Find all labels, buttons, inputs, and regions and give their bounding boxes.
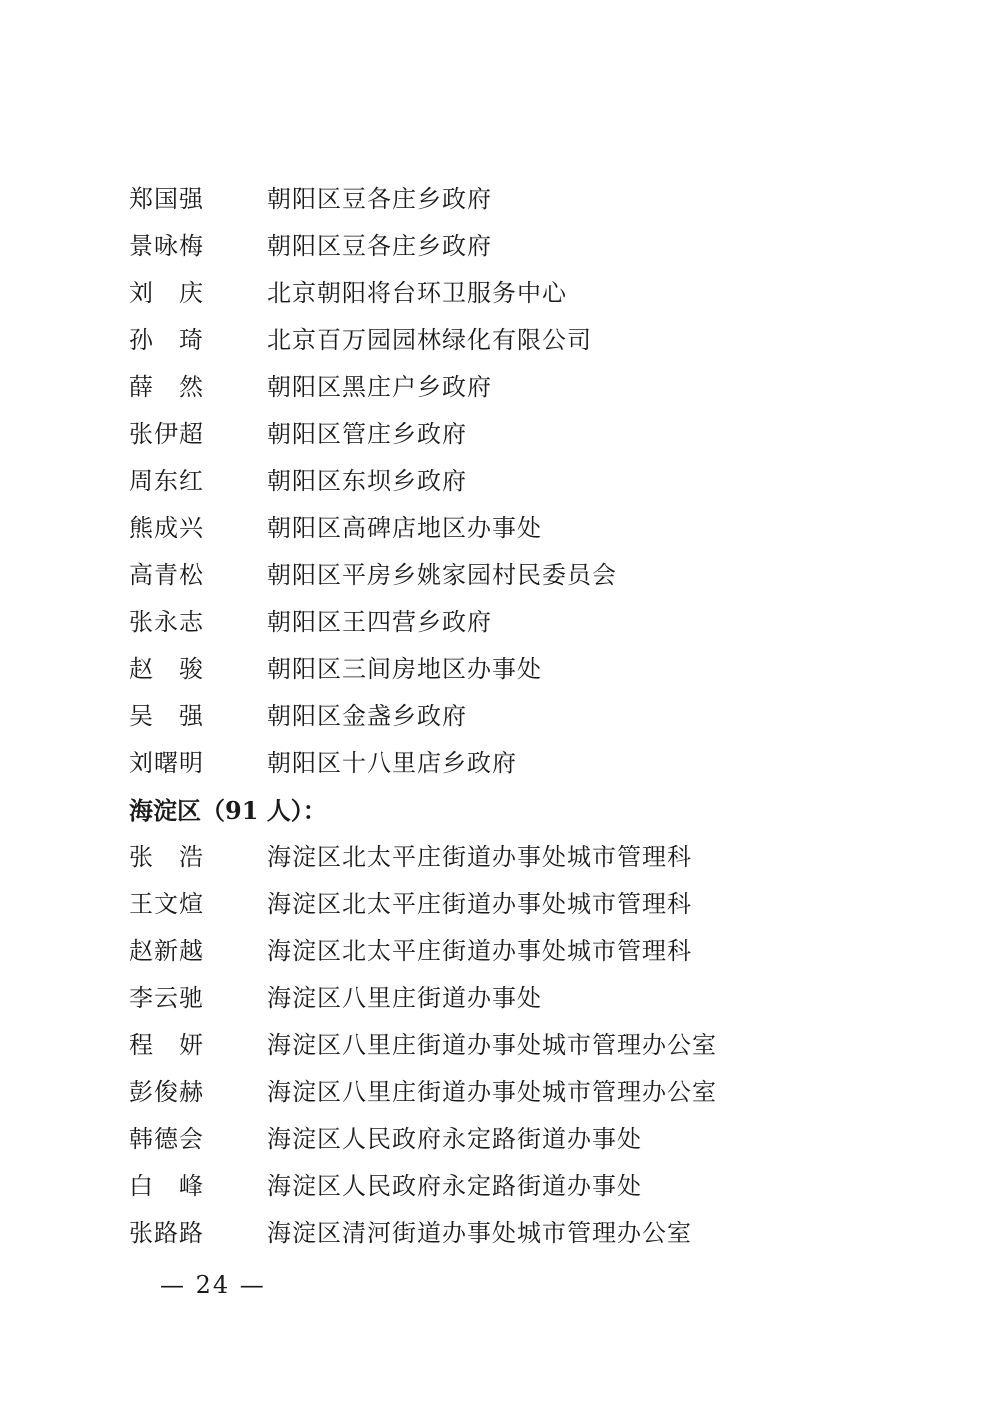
person-organization: 海淀区八里庄街道办事处城市管理办公室: [267, 1031, 717, 1059]
person-name: 周东红: [129, 467, 204, 495]
person-organization: 海淀区人民政府永定路街道办事处: [267, 1172, 642, 1200]
list-item: [129, 693, 889, 740]
person-name: 程 妍: [129, 1031, 204, 1059]
person-name: 薛 然: [129, 373, 204, 401]
list-item: [129, 317, 889, 364]
person-name: 白 峰: [129, 1172, 204, 1200]
person-organization: 朝阳区平房乡姚家园村民委员会: [267, 561, 617, 589]
list-item: [129, 176, 889, 223]
list-item: [129, 1069, 889, 1116]
person-organization: 海淀区八里庄街道办事处城市管理办公室: [267, 1078, 717, 1106]
page-number: — 24 —: [160, 1271, 266, 1299]
list-item: [129, 458, 889, 505]
person-organization: 朝阳区黑庄户乡政府: [267, 373, 492, 401]
list-item: [129, 1163, 889, 1210]
person-name: 吴 强: [129, 702, 204, 730]
name-list: [129, 176, 889, 1257]
list-item: [129, 270, 889, 317]
list-item: [129, 928, 889, 975]
person-organization: 朝阳区东坝乡政府: [267, 467, 467, 495]
person-organization: 海淀区北太平庄街道办事处城市管理科: [267, 843, 692, 871]
list-item: [129, 552, 889, 599]
list-item: [129, 411, 889, 458]
person-name: 景咏梅: [129, 232, 204, 260]
person-organization: 朝阳区十八里店乡政府: [267, 749, 517, 777]
person-name: 刘 庆: [129, 279, 204, 307]
person-name: 张路路: [129, 1219, 204, 1247]
person-name: 赵新越: [129, 937, 204, 965]
person-name: 彭俊赫: [129, 1078, 204, 1106]
section-heading-haidian: 海淀区（91 人）：: [129, 796, 327, 825]
person-organization: 朝阳区管庄乡政府: [267, 420, 467, 448]
list-item: [129, 740, 889, 787]
person-name: 李云驰: [129, 984, 204, 1012]
list-item: [129, 1116, 889, 1163]
person-organization: 朝阳区豆各庄乡政府: [267, 232, 492, 260]
person-organization: 海淀区清河街道办事处城市管理办公室: [267, 1219, 692, 1247]
list-item: [129, 975, 889, 1022]
person-name: 赵 骏: [129, 655, 204, 683]
person-organization: 朝阳区豆各庄乡政府: [267, 185, 492, 213]
person-organization: 海淀区北太平庄街道办事处城市管理科: [267, 937, 692, 965]
person-name: 刘曙明: [129, 749, 204, 777]
list-item: [129, 505, 889, 552]
list-item: [129, 599, 889, 646]
list-item: [129, 364, 889, 411]
list-item: [129, 834, 889, 881]
person-name: 张永志: [129, 608, 204, 636]
person-organization: 北京百万园园林绿化有限公司: [267, 326, 592, 354]
list-item: [129, 646, 889, 693]
person-name: 张 浩: [129, 843, 204, 871]
person-organization: 朝阳区金盏乡政府: [267, 702, 467, 730]
person-name: 熊成兴: [129, 514, 204, 542]
person-organization: 海淀区北太平庄街道办事处城市管理科: [267, 890, 692, 918]
list-item: [129, 223, 889, 270]
person-name: 张伊超: [129, 420, 204, 448]
person-name: 孙 琦: [129, 326, 204, 354]
person-organization: 北京朝阳将台环卫服务中心: [267, 279, 567, 307]
list-item: [129, 1210, 889, 1257]
person-organization: 朝阳区高碑店地区办事处: [267, 514, 542, 542]
person-name: 韩德会: [129, 1125, 204, 1153]
person-name: 王文煊: [129, 890, 204, 918]
list-item: [129, 881, 889, 928]
person-organization: 朝阳区王四营乡政府: [267, 608, 492, 636]
person-name: 郑国强: [129, 185, 204, 213]
person-name: 高青松: [129, 561, 204, 589]
person-organization: 海淀区八里庄街道办事处: [267, 984, 542, 1012]
person-organization: 海淀区人民政府永定路街道办事处: [267, 1125, 642, 1153]
person-organization: 朝阳区三间房地区办事处: [267, 655, 542, 683]
list-item: [129, 1022, 889, 1069]
